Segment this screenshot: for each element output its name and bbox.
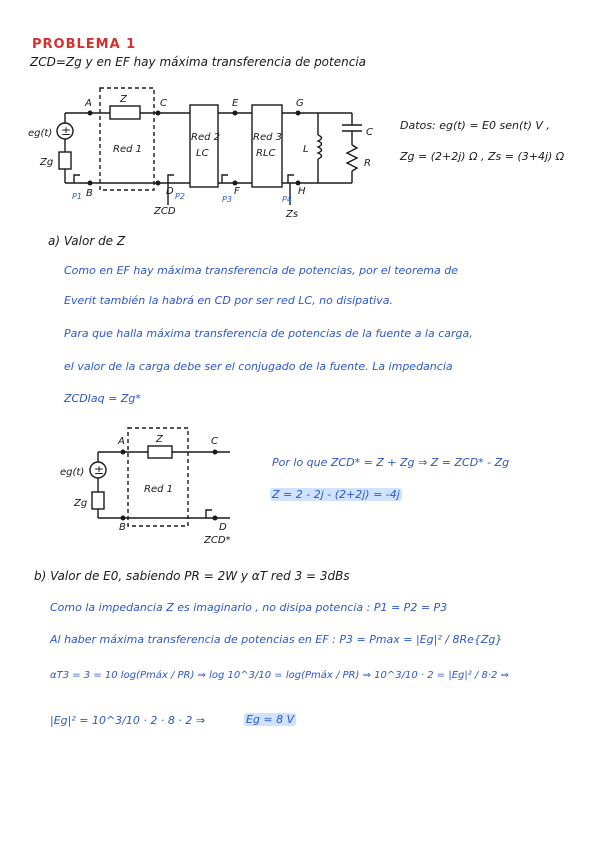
part-a-result-2: Z = 2 - 2j - (2+2j) = -4j	[272, 488, 400, 501]
red3-label: Red 3	[253, 132, 282, 143]
red2-sub-label: LC	[196, 148, 209, 159]
node-h-label: H	[298, 186, 306, 197]
part-a-line-1: Como en EF hay máxima transferencia de potencias, por el teorema de	[64, 264, 459, 277]
node-d-label: D	[166, 186, 174, 197]
datos-line-2: Zg = (2+2j) Ω , Zs = (3+4j) Ω	[400, 150, 565, 163]
port-p3-label: P3	[222, 195, 232, 204]
part-b-heading: b) Valor de E0, sabiendo PR = 2W y αT red 3 = 3dBs	[34, 569, 350, 583]
c2-zcd-label: ZCD*	[204, 535, 231, 546]
zg-label: Zg	[40, 157, 54, 168]
c2-plus-minus-icon: ±	[94, 463, 105, 477]
part-a-line-4: el valor de la carga debe ser el conjugado de la fuente. La impedancia	[64, 360, 453, 373]
port-p4-label: P4	[282, 195, 292, 204]
part-b-line-3: αT3 = 3 = 10 log(Pmáx / PR) ⇒ log 10^3/10 = log(Pmáx / PR) ⇒ 10^3/10 · 2 = |Eg|² / 8·2 ⇒	[50, 670, 509, 681]
red1-label: Red 1	[113, 144, 142, 155]
c2-node-d-label: D	[219, 522, 227, 533]
node-g-label: G	[296, 98, 304, 109]
plus-minus-icon: ±	[61, 124, 72, 138]
capacitor-label: C	[366, 127, 373, 138]
red3-sub-label: RLC	[256, 148, 276, 159]
problem-intro: ZCD=Zg y en EF hay máxima transferencia de potencia	[30, 55, 367, 69]
node-a-label: A	[85, 98, 92, 109]
inductor-label: L	[303, 144, 309, 155]
part-a-line-3: Para que halla máxima transferencia de potencias de la fuente a la carga,	[64, 327, 473, 340]
part-a-heading: a) Valor de Z	[48, 234, 126, 248]
source-label: eg(t)	[28, 128, 53, 139]
c2-source-label: eg(t)	[60, 467, 85, 478]
c2-red1-label: Red 1	[144, 484, 173, 495]
node-c-label: C	[160, 98, 167, 109]
problem-title: PROBLEMA 1	[32, 37, 137, 52]
port-p2-label: P2	[175, 192, 185, 201]
node-f-label: F	[234, 186, 240, 197]
c2-node-b-label: B	[119, 522, 126, 533]
port-p1-label: P1	[72, 192, 82, 201]
c2-zg-label: Zg	[74, 498, 88, 509]
part-a-line-5: ZCDIaq = Zg*	[64, 392, 141, 405]
part-b-answer: Eg ≈ 8 V	[246, 713, 295, 726]
c2-node-c-label: C	[211, 436, 218, 447]
part-b-line-4: |Eg|² = 10^3/10 · 2 · 8 · 2 ⇒	[50, 714, 206, 727]
z-label: Z	[120, 94, 127, 105]
c2-node-a-label: A	[118, 436, 125, 447]
c2-z-label: Z	[156, 434, 163, 445]
part-b-line-1: Como la impedancia Z es imaginario , no disipa potencia : P1 = P2 = P3	[50, 601, 448, 614]
node-e-label: E	[232, 98, 239, 109]
zs-label: Zs	[286, 209, 299, 220]
part-b-line-2: Al haber máxima transferencia de potencias en EF : P3 = Pmax = |Eg|² / 8Re{Zg}	[50, 633, 503, 646]
node-b-label: B	[86, 188, 93, 199]
red2-label: Red 2	[191, 132, 220, 143]
zcd-label: ZCD	[154, 206, 176, 217]
part-a-line-2: Everit también la habrá en CD por ser red LC, no disipativa.	[64, 294, 393, 307]
datos-line-1: Datos: eg(t) = E0 sen(t) V ,	[400, 119, 550, 132]
part-a-result-1: Por lo que ZCD* = Z + Zg ⇒ Z = ZCD* - Zg	[272, 456, 510, 469]
resistor-label: R	[364, 158, 371, 169]
